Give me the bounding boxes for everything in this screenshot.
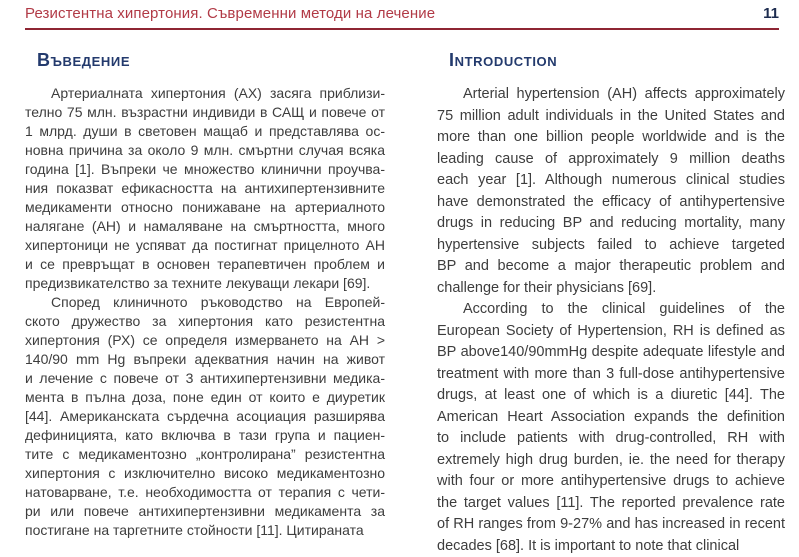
text-line: of RH ranges from 9-27% and has increased in recent (437, 514, 785, 536)
text-line: мента в пълна доза, поне един от които е диуретик (25, 388, 385, 407)
text-line: Според клиничното ръководство на Европей- (25, 293, 385, 312)
two-column-layout (25, 50, 785, 557)
text-line: и лечение с повече от 3 антихипертензивни медика- (25, 369, 385, 388)
text-line: to include patients with drug-controlled, RH with (437, 428, 785, 450)
paragraph (25, 293, 385, 540)
text-line: хипертония (РХ) се определя измерването на АН > (25, 331, 385, 350)
text-line: treatment with more than 3 full-dose antihypertensive (437, 364, 785, 386)
text-line: новна причина за около 9 млн. смъртни случая всяка (25, 141, 385, 160)
header-divider-rule (25, 28, 779, 30)
text-line: и се превръщат в основен терапевтичен проблем и (25, 255, 385, 274)
text-line: хипертоници не успяват да постигнат прицелното АН (25, 236, 385, 255)
text-line: with four or more antihypertensive drugs to achieve (437, 471, 785, 493)
body-text-bulgarian (25, 84, 385, 540)
column-english (437, 50, 785, 557)
text-line: According to the clinical guidelines of the (437, 299, 785, 321)
text-line: предизвикателство за техните лекуващи лекари [69]. (25, 274, 385, 293)
text-line: challenge for their physicians [69]. (437, 278, 785, 300)
text-line: хипертония с изключително високо медикаментозно (25, 464, 385, 483)
text-line: the target values [11]. The reported prevalence rate (437, 493, 785, 515)
text-line: 1 млрд. души в световен мащаб и представлява ос- (25, 122, 385, 141)
paragraph (437, 84, 785, 299)
text-line: ското дружество за хипертония като резистентна (25, 312, 385, 331)
column-bulgarian (25, 50, 385, 557)
text-line: Артериалната хипертония (АХ) засяга приблизи- (25, 84, 385, 103)
text-line: тите с медикаментозно „контролирана” резистентна (25, 445, 385, 464)
text-line: drugs in reducing BP and reducing mortality, many (437, 213, 785, 235)
text-line: more than one billion people worldwide and is the (437, 127, 785, 149)
page-number: 11 (763, 5, 779, 22)
text-line: телно 75 млн. възрастни индивиди в САЩ и повече от (25, 103, 385, 122)
text-line: [44]. Американската сърдечна асоциация разширява (25, 407, 385, 426)
body-text-english (437, 84, 785, 557)
text-line: 75 million adult individuals in the United States and (437, 106, 785, 128)
text-line: American Heart Association expands the definition (437, 407, 785, 429)
text-line: ри или повече антихипертензивни медикамента за (25, 502, 385, 521)
text-line: натоварване, т.е. необходимостта от терапия с чети- (25, 483, 385, 502)
page-header (25, 5, 779, 22)
paragraph (437, 299, 785, 557)
text-line: BP and become a major therapeutic problem and (437, 256, 785, 278)
text-line: медикаменти относно понижаване на артериалното (25, 198, 385, 217)
section-heading-english: Introduction (449, 50, 785, 71)
text-line: дефиницията, като включва в тази група и пациен- (25, 426, 385, 445)
text-line: leading cause of approximately 9 million deaths (437, 149, 785, 171)
text-line: Arterial hypertension (AH) affects approximately (437, 84, 785, 106)
text-line: decades [68]. It is important to note that clinical (437, 536, 785, 557)
text-line: 140/90 mm Hg въпреки адекватния начин на живот (25, 350, 385, 369)
text-line: European Society of Hypertension, RH is defined as (437, 321, 785, 343)
text-line: ния показват ефикасността на антихипертензивните (25, 179, 385, 198)
text-line: each year [1]. Although numerous clinical studies (437, 170, 785, 192)
text-line: постигане на таргетните стойности [11]. Цитираната (25, 521, 385, 540)
text-line: BP above140/90mmHg despite adequate lifestyle and (437, 342, 785, 364)
text-line: година [1]. Въпреки че множество клинични проучва- (25, 160, 385, 179)
text-line: have demonstrated the efficacy of antihypertensive (437, 192, 785, 214)
text-line: drugs, at least one of which is a diuretic [44]. The (437, 385, 785, 407)
paragraph (25, 84, 385, 293)
text-line: extremely high drug burden, ie. the need for therapy (437, 450, 785, 472)
running-header-title: Резистентна хипертония. Съвременни методи на лечение (25, 5, 435, 22)
text-line: налягане (АН) и намаляване на смъртността, много (25, 217, 385, 236)
text-line: hypertensive subjects failed to achieve targeted (437, 235, 785, 257)
section-heading-bulgarian: Въведение (37, 50, 385, 71)
